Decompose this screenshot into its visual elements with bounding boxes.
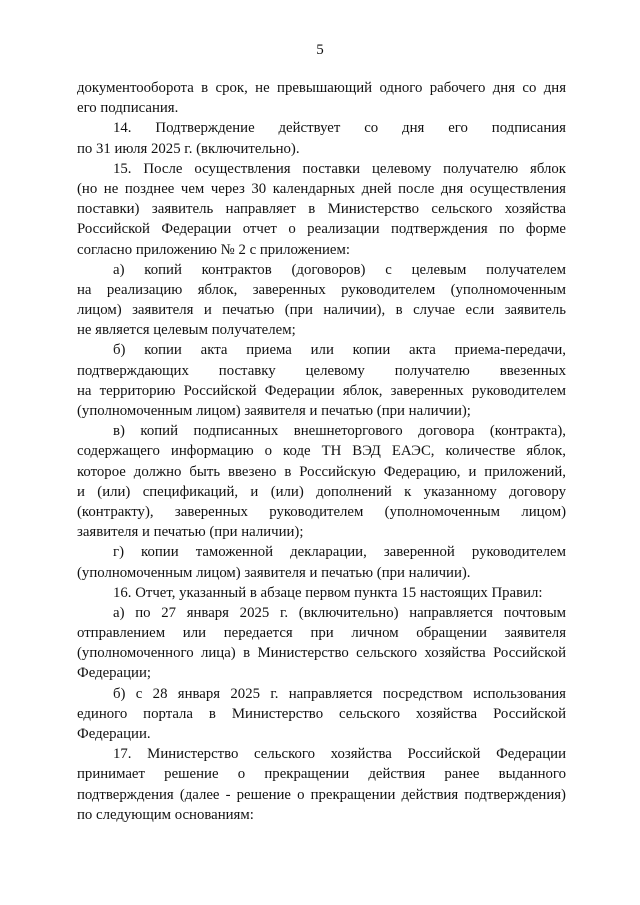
text-line: единого портала в Министерство сельского хозяйства Российской	[77, 705, 566, 722]
text-line: (уполномоченного лица) в Министерство сельского хозяйства Российской	[77, 645, 566, 662]
text-line: согласно приложению № 2 с приложением:	[77, 241, 350, 258]
text-line: принимает решение о прекращении действия ранее выданного	[77, 766, 566, 783]
text-line: документооборота в срок, не превышающий одного рабочего дня со дня	[77, 80, 566, 96]
text-line: (уполномоченным лицом) заявителя и печатью (при наличии).	[77, 564, 471, 581]
text-line: не является целевым получателем;	[77, 322, 296, 339]
text-line: содержащего информацию о коде ТН ВЭД ЕАЭС, количестве яблок,	[77, 443, 566, 460]
text-line: которое должно быть ввезено в Российскую Федерацию, и приложений,	[77, 463, 566, 480]
text-line: по следующим основаниям:	[77, 806, 254, 823]
text-line: по 31 июля 2025 г. (включительно).	[77, 140, 300, 157]
text-line: отправлением или передается при личном обращении заявителя	[77, 625, 566, 642]
text-line: б) копии акта приема или копии акта приема-передачи,	[113, 342, 566, 359]
page-number: 5	[316, 42, 324, 58]
text-line: лицом) заявителя и печатью (при наличии), в случае если заявитель	[77, 302, 566, 319]
text-line: Федерации;	[77, 665, 151, 682]
text-line: на территорию Российской Федерации яблок, заверенных руководителем	[77, 382, 566, 399]
text-line: 15. После осуществления поставки целевому получателю яблок	[113, 160, 566, 177]
text-line: г) копии таможенной декларации, заверенной руководителем	[113, 544, 566, 561]
text-line: (но не позднее чем через 30 календарных дней после дня осуществления	[77, 180, 566, 197]
text-line: в) копий подписанных внешнеторгового договора (контракта),	[113, 423, 566, 440]
text-line: его подписания.	[77, 100, 179, 117]
text-line: б) с 28 января 2025 г. направляется посредством использования	[113, 685, 566, 702]
text-line: а) по 27 января 2025 г. (включительно) направляется почтовым	[113, 604, 566, 621]
text-line: (уполномоченным лицом) заявителя и печатью (при наличии);	[77, 403, 471, 419]
document-body	[77, 78, 566, 825]
text-line: 16. Отчет, указанный в абзаце первом пункта 15 настоящих Правил:	[113, 584, 543, 601]
text-line: подтверждающих поставку целевому получателю ввезенных	[77, 362, 566, 379]
text-line: (контракту), заверенных руководителем (уполномоченным лицом)	[77, 503, 566, 520]
text-line: подтверждения (далее - решение о прекращении действия подтверждения)	[77, 786, 566, 803]
text-line: а) копий контрактов (договоров) с целевым получателем	[113, 261, 566, 278]
text-line: 17. Министерство сельского хозяйства Российской Федерации	[113, 746, 566, 763]
text-line: заявителя и печатью (при наличии);	[77, 524, 304, 541]
text-line: на реализацию яблок, заверенных руководителем (уполномоченным	[77, 281, 566, 298]
text-line: поставки) заявитель направляет в Министерство сельского хозяйства	[77, 201, 566, 218]
text-line: Федерации.	[77, 726, 151, 742]
text-line: 14. Подтверждение действует со дня его подписания	[113, 120, 566, 137]
text-line: и (или) спецификаций, и (или) дополнений к указанному договору	[77, 483, 566, 500]
text-line: Российской Федерации отчет о реализации подтверждения по форме	[77, 221, 566, 238]
